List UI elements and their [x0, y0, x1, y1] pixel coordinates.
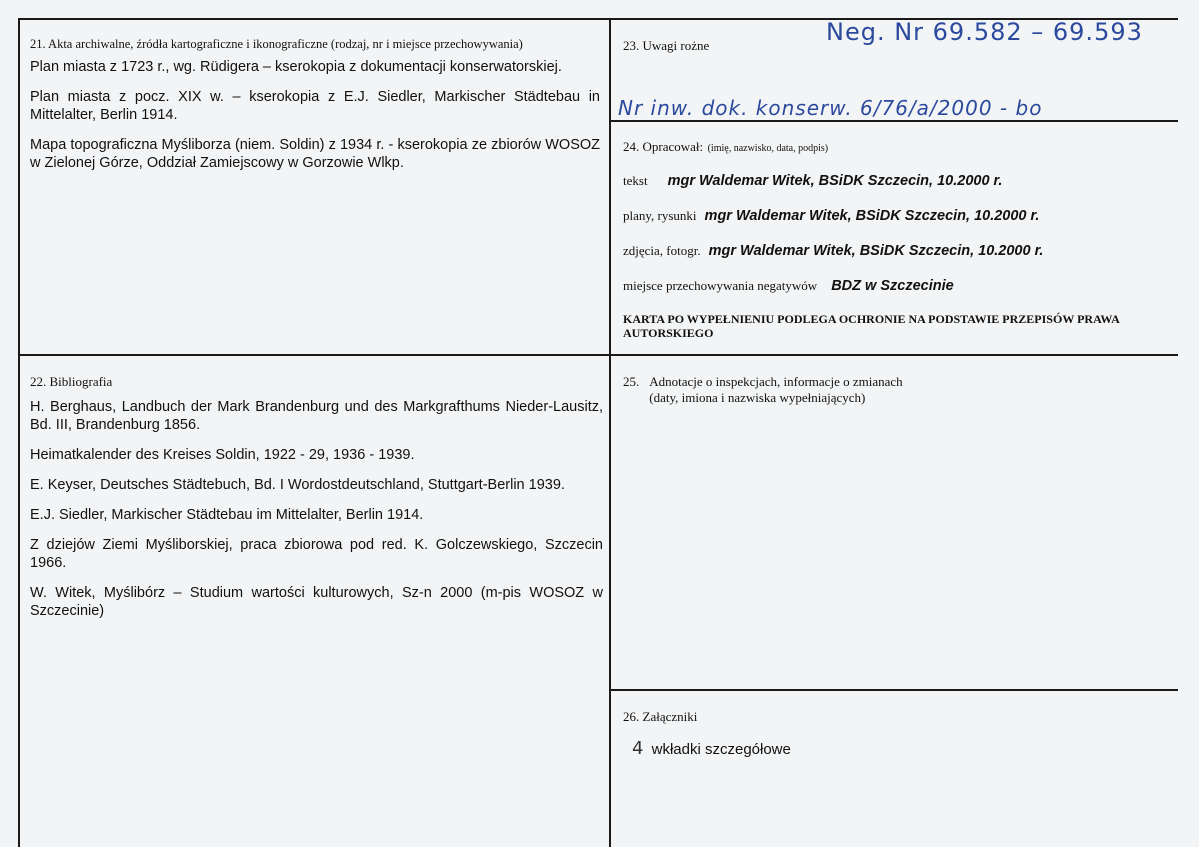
copyright-notice: KARTA PO WYPEŁNIENIU PODLEGA OCHRONIE NA PODSTAWIE PRZEPISÓW PRAWA AUTORSKIEGO	[623, 312, 1120, 340]
bibliography-item: Z dziejów Ziemi Myśliborskiej, praca zbiorowa pod red. K. Golczewskiego, Szczecin 1966.	[30, 537, 603, 571]
section-26-label: 26. Załączniki	[623, 709, 698, 724]
section-25-label: 25.	[623, 374, 640, 389]
bibliography-item: W. Witek, Myślibórz – Studium wartości kulturowych, Sz-n 2000 (m-pis WOSOZ w Szczecinie)	[30, 585, 603, 619]
section-25	[623, 374, 903, 406]
attachments-description: wkładki szczegółowe	[651, 741, 791, 758]
section-24	[623, 138, 1168, 340]
handwritten-inventory-number: Nr inw. dok. konserw. 6/76/a/2000 - bo	[618, 96, 1043, 120]
negatives-location-value: BDZ w Szczecinie	[831, 278, 954, 294]
section-24-label: 24. Opracował:	[623, 139, 704, 154]
attachments-value	[632, 738, 791, 759]
attachments-count: 4	[632, 738, 644, 759]
section-22	[30, 374, 603, 632]
attachments-rule	[610, 689, 1178, 691]
section-21	[30, 37, 600, 184]
archive-item: Plan miasta z 1723 r., wg. Rüdigera – kserokopia z dokumentacji konserwatorskiej.	[30, 59, 562, 75]
handwritten-negative-number: Neg. Nr 69.582 – 69.593	[826, 18, 1143, 46]
section-22-label: 22. Bibliografia	[30, 374, 113, 389]
remarks-rule	[610, 120, 1178, 122]
section-25-hint: (daty, imiona i nazwiska wypełniających)	[649, 390, 866, 405]
mid-rule	[18, 354, 1178, 356]
author-row-label: zdjęcia, fotogr.	[623, 243, 701, 258]
left-rule	[18, 18, 20, 847]
author-row-label: plany, rysunki	[623, 208, 697, 223]
negatives-location-label: miejsce przechowywania negatywów	[623, 278, 818, 293]
bibliography-item: E.J. Siedler, Markischer Städtebau im Mittelalter, Berlin 1914.	[30, 507, 424, 523]
author-row-label: tekst	[623, 173, 648, 188]
bibliography-item: H. Berghaus, Landbuch der Mark Brandenburg und des Markgrafthums Nieder-Lausitz, Bd. III, Brandenburg 1856.	[30, 399, 603, 433]
section-24-hint: (imię, nazwisko, data, podpis)	[707, 143, 829, 154]
archive-item: Plan miasta z pocz. XIX w. – kserokopia z E.J. Siedler, Markischer Städtebau in Mittelalter, Berlin 1914.	[30, 89, 600, 123]
bibliography-item: E. Keyser, Deutsches Städtebuch, Bd. I Wordostdeutschland, Stuttgart-Berlin 1939.	[30, 477, 565, 493]
section-23-label: 23. Uwagi rożne	[623, 38, 710, 53]
center-divider	[609, 18, 611, 847]
section-25-title: Adnotacje o inspekcjach, informacje o zmianach	[649, 374, 903, 389]
author-row-value: mgr Waldemar Witek, BSiDK Szczecin, 10.2000 r.	[708, 243, 1044, 259]
author-row-value: mgr Waldemar Witek, BSiDK Szczecin, 10.2000 r.	[667, 173, 1003, 189]
section-21-label: 21. Akta archiwalne, źródła kartograficzne i ikonograficzne (rodzaj, nr i miejsce przechowywania)	[30, 37, 523, 51]
archive-item: Mapa topograficzna Myśliborza (niem. Soldin) z 1934 r. - kserokopia ze zbiorów WOSOZ w Zielonej Górze, Oddział Zamiejscowy w Gorzowie Wlkp.	[30, 137, 600, 171]
author-row-value: mgr Waldemar Witek, BSiDK Szczecin, 10.2000 r.	[704, 208, 1040, 224]
bibliography-item: Heimatkalender des Kreises Soldin, 1922 - 29, 1936 - 1939.	[30, 447, 415, 463]
